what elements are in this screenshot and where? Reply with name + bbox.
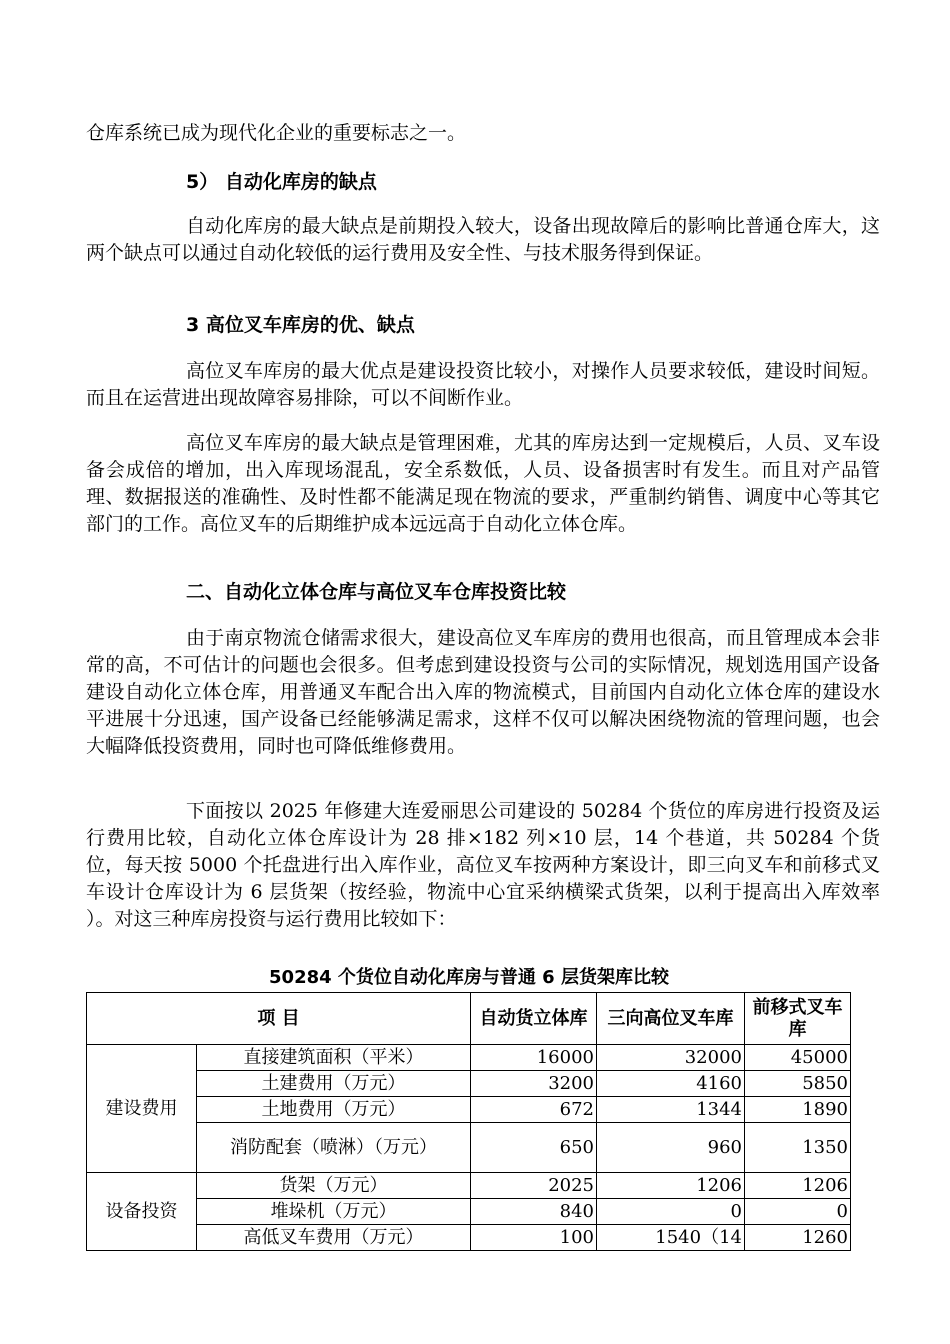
cell-value: 2025 (471, 1173, 597, 1199)
table-header-row (87, 993, 851, 1045)
row-label: 堆垛机（万元） (197, 1199, 471, 1225)
paragraph-intro-tail: 仓库系统已成为现代化企业的重要标志之一。 (86, 122, 467, 144)
table-row (87, 1173, 851, 1199)
row-label: 土地费用（万元） (197, 1097, 471, 1123)
heading-automation-drawbacks: 5） 自动化库房的缺点 (186, 171, 377, 193)
cell-value: 0 (597, 1199, 745, 1225)
paragraph-forklift-pros: 高位叉车库房的最大优点是建设投资比较小，对操作人员要求较低，建设时间短。而且在运营进出现故障容易排除，可以不间断作业。 (86, 360, 880, 409)
comparison-table (86, 992, 851, 1251)
row-label: 直接建筑面积（平米） (197, 1045, 471, 1071)
cell-value: 3200 (471, 1071, 597, 1097)
heading-investment-comparison: 二、自动化立体仓库与高位叉车仓库投资比较 (186, 581, 567, 603)
table-title: 50284 个货位自动化库房与普通 6 层货架库比较 (269, 967, 669, 988)
table-row (87, 1045, 851, 1071)
table-row (87, 1225, 851, 1251)
cell-value: 1890 (745, 1097, 851, 1123)
paragraph-nanjing-logistics: 由于南京物流仓储需求很大，建设高位叉车库房的费用也很高，而且管理成本会非常的高，不可估计的问题也会很多。但考虑到建设投资与公司的实际情况，规划选用国产设备建设自动化立体仓库，用普通叉车配合出入库的物流模式，目前国内自动化立体仓库的建设水平进展十分迅速，国产设备已经能够满足需求，这样不仅可以解决困绕物流的管理问题，也会大幅降低投资费用，同时也可降低维修费用。 (86, 627, 880, 757)
paragraph-forklift-cons: 高位叉车库房的最大缺点是管理困难，尤其的库房达到一定规模后，人员、叉车设备会成倍的增加，出入库现场混乱，安全系数低，人员、设备损害时有发生。而且对产品管理、数据报送的准确性、及时性都不能满足现在物流的要求，严重制约销售、调度中心等其它部门的工作。高位叉车的后期维护成本远远高于自动化立体仓库。 (86, 432, 880, 535)
cell-value: 100 (471, 1225, 597, 1251)
header-item: 项 目 (87, 993, 471, 1045)
row-label: 消防配套（喷淋）（万元） (197, 1123, 471, 1173)
cell-value: 650 (471, 1123, 597, 1173)
cell-value: 4160 (597, 1071, 745, 1097)
cell-value: 840 (471, 1199, 597, 1225)
table-row (87, 1123, 851, 1173)
paragraph-automation-drawbacks: 自动化库房的最大缺点是前期投入较大，设备出现故障后的影响比普通仓库大，这两个缺点可以通过自动化较低的运行费用及安全性、与技术服务得到保证。 (86, 215, 880, 264)
group-label-equipment: 设备投资 (87, 1173, 197, 1251)
header-reach: 前移式叉车库 (745, 993, 851, 1045)
row-label: 货架（万元） (197, 1173, 471, 1199)
cell-value: 1206 (597, 1173, 745, 1199)
cell-value: 1260 (745, 1225, 851, 1251)
cell-value: 1344 (597, 1097, 745, 1123)
cell-value: 672 (471, 1097, 597, 1123)
header-three-way: 三向高位叉车库 (597, 993, 745, 1045)
cell-value: 16000 (471, 1045, 597, 1071)
cell-value: 32000 (597, 1045, 745, 1071)
paragraph-comparison-setup: 下面按以 2025 年修建大连爱丽思公司建设的 50284 个货位的库房进行投资及运行费用比较，自动化立体仓库设计为 28 排×182 列×10 层，14 个巷道，共 50284 个货位，每天按 5000 个托盘进行出入库作业，高位叉车按两种方案设计，即三向叉车和前移式叉车设计仓库设计为 6 层货架（按经验，物流中心宜采纳横梁式货架，以利于提高出入库效率 ）。对这三种库房投资与运行费用比较如下： (86, 800, 880, 930)
cell-value: 1540（14 (597, 1225, 745, 1251)
header-automated: 自动货立体库 (471, 993, 597, 1045)
cell-value: 0 (745, 1199, 851, 1225)
cell-value: 1206 (745, 1173, 851, 1199)
table-row (87, 1199, 851, 1225)
group-label-build-cost: 建设费用 (87, 1045, 197, 1173)
cell-value: 5850 (745, 1071, 851, 1097)
row-label: 高低叉车费用（万元） (197, 1225, 471, 1251)
cell-value: 960 (597, 1123, 745, 1173)
table-row (87, 1071, 851, 1097)
cell-value: 1350 (745, 1123, 851, 1173)
table-row (87, 1097, 851, 1123)
cell-value: 45000 (745, 1045, 851, 1071)
heading-forklift-pros-cons: 3 高位叉车库房的优、缺点 (186, 314, 415, 336)
row-label: 土建费用（万元） (197, 1071, 471, 1097)
